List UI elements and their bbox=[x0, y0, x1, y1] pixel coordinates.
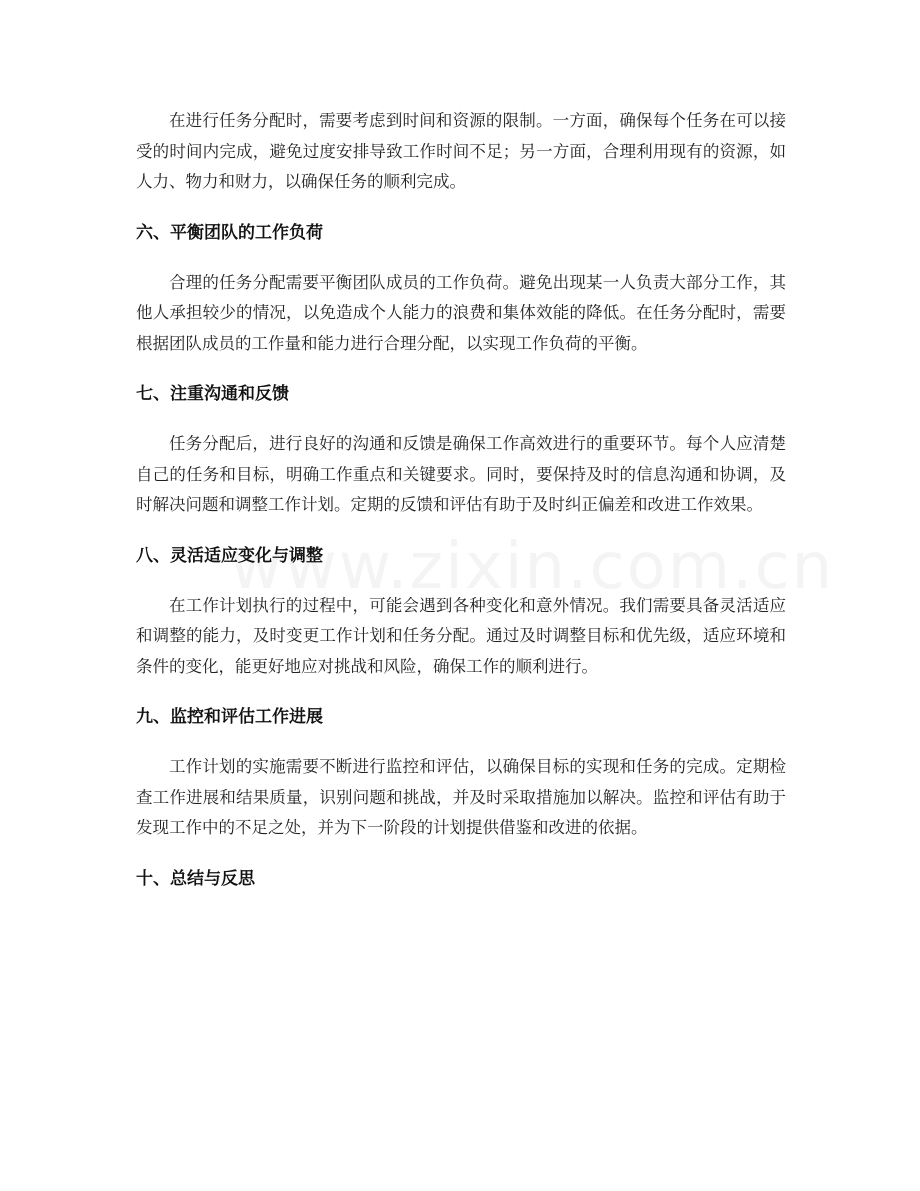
intro-paragraph: 在进行任务分配时，需要考虑到时间和资源的限制。一方面，确保每个任务在可以接受的时间内完成，避免过度安排导致工作时间不足；另一方面，合理利用现有的资源，如人力、物力和财力，以确保任务的顺利完成。 bbox=[136, 111, 786, 191]
section-paragraph-7: 任务分配后，进行良好的沟通和反馈是确保工作高效进行的重要环节。每个人应清楚自己的任务和目标，明确工作重点和关键要求。同时，要保持及时的信息沟通和协调，及时解决问题和调整工作计划。定期的反馈和评估有助于及时纠正偏差和改进工作效果。 bbox=[136, 434, 786, 514]
section-paragraph-8: 在工作计划执行的过程中，可能会遇到各种变化和意外情况。我们需要具备灵活适应和调整的能力，及时变更工作计划和任务分配。通过及时调整目标和优先级，适应环境和条件的变化，能更好地应对挑战和风险，确保工作的顺利进行。 bbox=[136, 595, 786, 676]
section-heading-10: 十、总结与反思 bbox=[136, 868, 255, 889]
section-heading-8: 八、灵活适应变化与调整 bbox=[136, 545, 323, 566]
section-paragraph-6: 合理的任务分配需要平衡团队成员的工作负荷。避免出现某一人负责大部分工作，其他人承担较少的情况，以免造成个人能力的浪费和集体效能的降低。在任务分配时，需要根据团队成员的工作量和能力进行合理分配，以实现工作负荷的平衡。 bbox=[136, 272, 786, 353]
section-heading-7: 七、注重沟通和反馈 bbox=[136, 384, 289, 404]
section-heading-9: 九、监控和评估工作进展 bbox=[136, 707, 323, 727]
section-paragraph-9: 工作计划的实施需要不断进行监控和评估，以确保目标的实现和任务的完成。定期检查工作进展和结果质量，识别问题和挑战，并及时采取措施加以解决。监控和评估有助于发现工作中的不足之处，并为下一阶段的计划提供借鉴和改进的依据。 bbox=[136, 757, 786, 837]
section-heading-6: 六、平衡团队的工作负荷 bbox=[136, 222, 323, 243]
document-page bbox=[136, 106, 786, 894]
